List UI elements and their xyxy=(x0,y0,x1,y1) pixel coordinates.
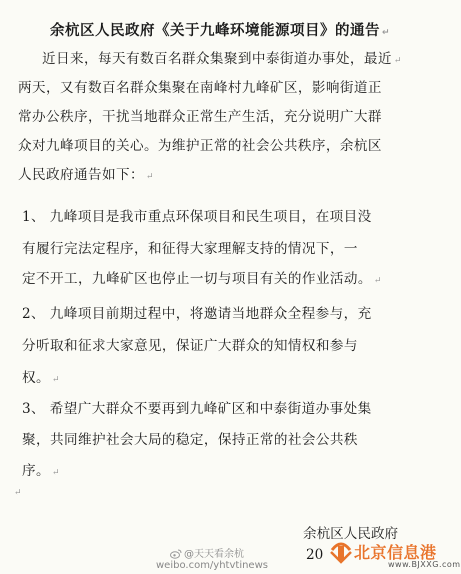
site-emblem-icon xyxy=(328,538,354,564)
body-line: 两天，又有数百名群众集聚在南峰村九峰矿区，影响街道正 xyxy=(18,80,382,96)
list-item-3-line: 序。 ↵ xyxy=(22,463,60,479)
body-line: 常办公秩序，干扰当地群众正常生产生活，充分说明广大群 xyxy=(18,109,382,125)
site-name: 北京信息港 xyxy=(354,543,437,562)
list-item-1-line: 有履行完法定程序，和征得大家理解支持的情况下，一 xyxy=(22,241,358,257)
list-item-3-line: 3、 希望广大群众不要再到九峰矿区和中泰街道办事处集 xyxy=(22,401,372,417)
notice-title: 余杭区人民政府《关于九峰环境能源项目》的通告 ↵ xyxy=(49,23,391,39)
site-logo xyxy=(328,536,461,572)
list-item-2-line: 分听取和征求大家意见，保证广大群众的知情权和参与 xyxy=(22,338,358,354)
return-mark-icon: ↵ xyxy=(14,488,22,498)
return-mark-icon: ↵ xyxy=(52,468,60,478)
body-line: 众对九峰项目的关心。为维护正常的社会公共秩序，余杭区 xyxy=(18,138,382,154)
return-mark-icon: ↵ xyxy=(393,56,402,66)
date-fragment: 20 xyxy=(306,547,324,563)
list-item-1-line: 1、 九峰项目是我市重点环保项目和民生项目，在项目没 xyxy=(22,209,372,225)
return-mark-icon: ↵ xyxy=(373,276,382,286)
site-url: www.BJXXG.com xyxy=(388,560,461,569)
body-line: 人民政府通告如下： ↵ xyxy=(18,167,154,183)
return-mark-icon: ↵ xyxy=(381,28,391,38)
list-item-2-line: 2、 九峰项目前期过程中，将邀请当地群众全程参与，充 xyxy=(22,306,372,322)
body-line: 近日来，每天有数百名群众集聚到中泰街道办事处，最近 ↵ xyxy=(42,51,402,67)
signature: 余杭区人民政府 xyxy=(303,526,399,542)
weibo-url: weibo.com/yhtvtinews xyxy=(156,560,268,571)
return-mark-icon: ↵ xyxy=(52,375,60,385)
weibo-watermark: @天天看余杭 xyxy=(170,545,244,560)
weibo-logo-icon xyxy=(170,549,182,559)
return-mark-icon: ↵ xyxy=(145,172,154,182)
list-item-3-line: 聚，共同维护社会大局的稳定，保持正常的社会公共秩 xyxy=(22,432,358,448)
list-item-1-line: 定不开工，九峰矿区也停止一切与项目有关的作业活动。 ↵ xyxy=(22,271,382,287)
list-item-2-line: 权。 ↵ xyxy=(22,370,60,386)
